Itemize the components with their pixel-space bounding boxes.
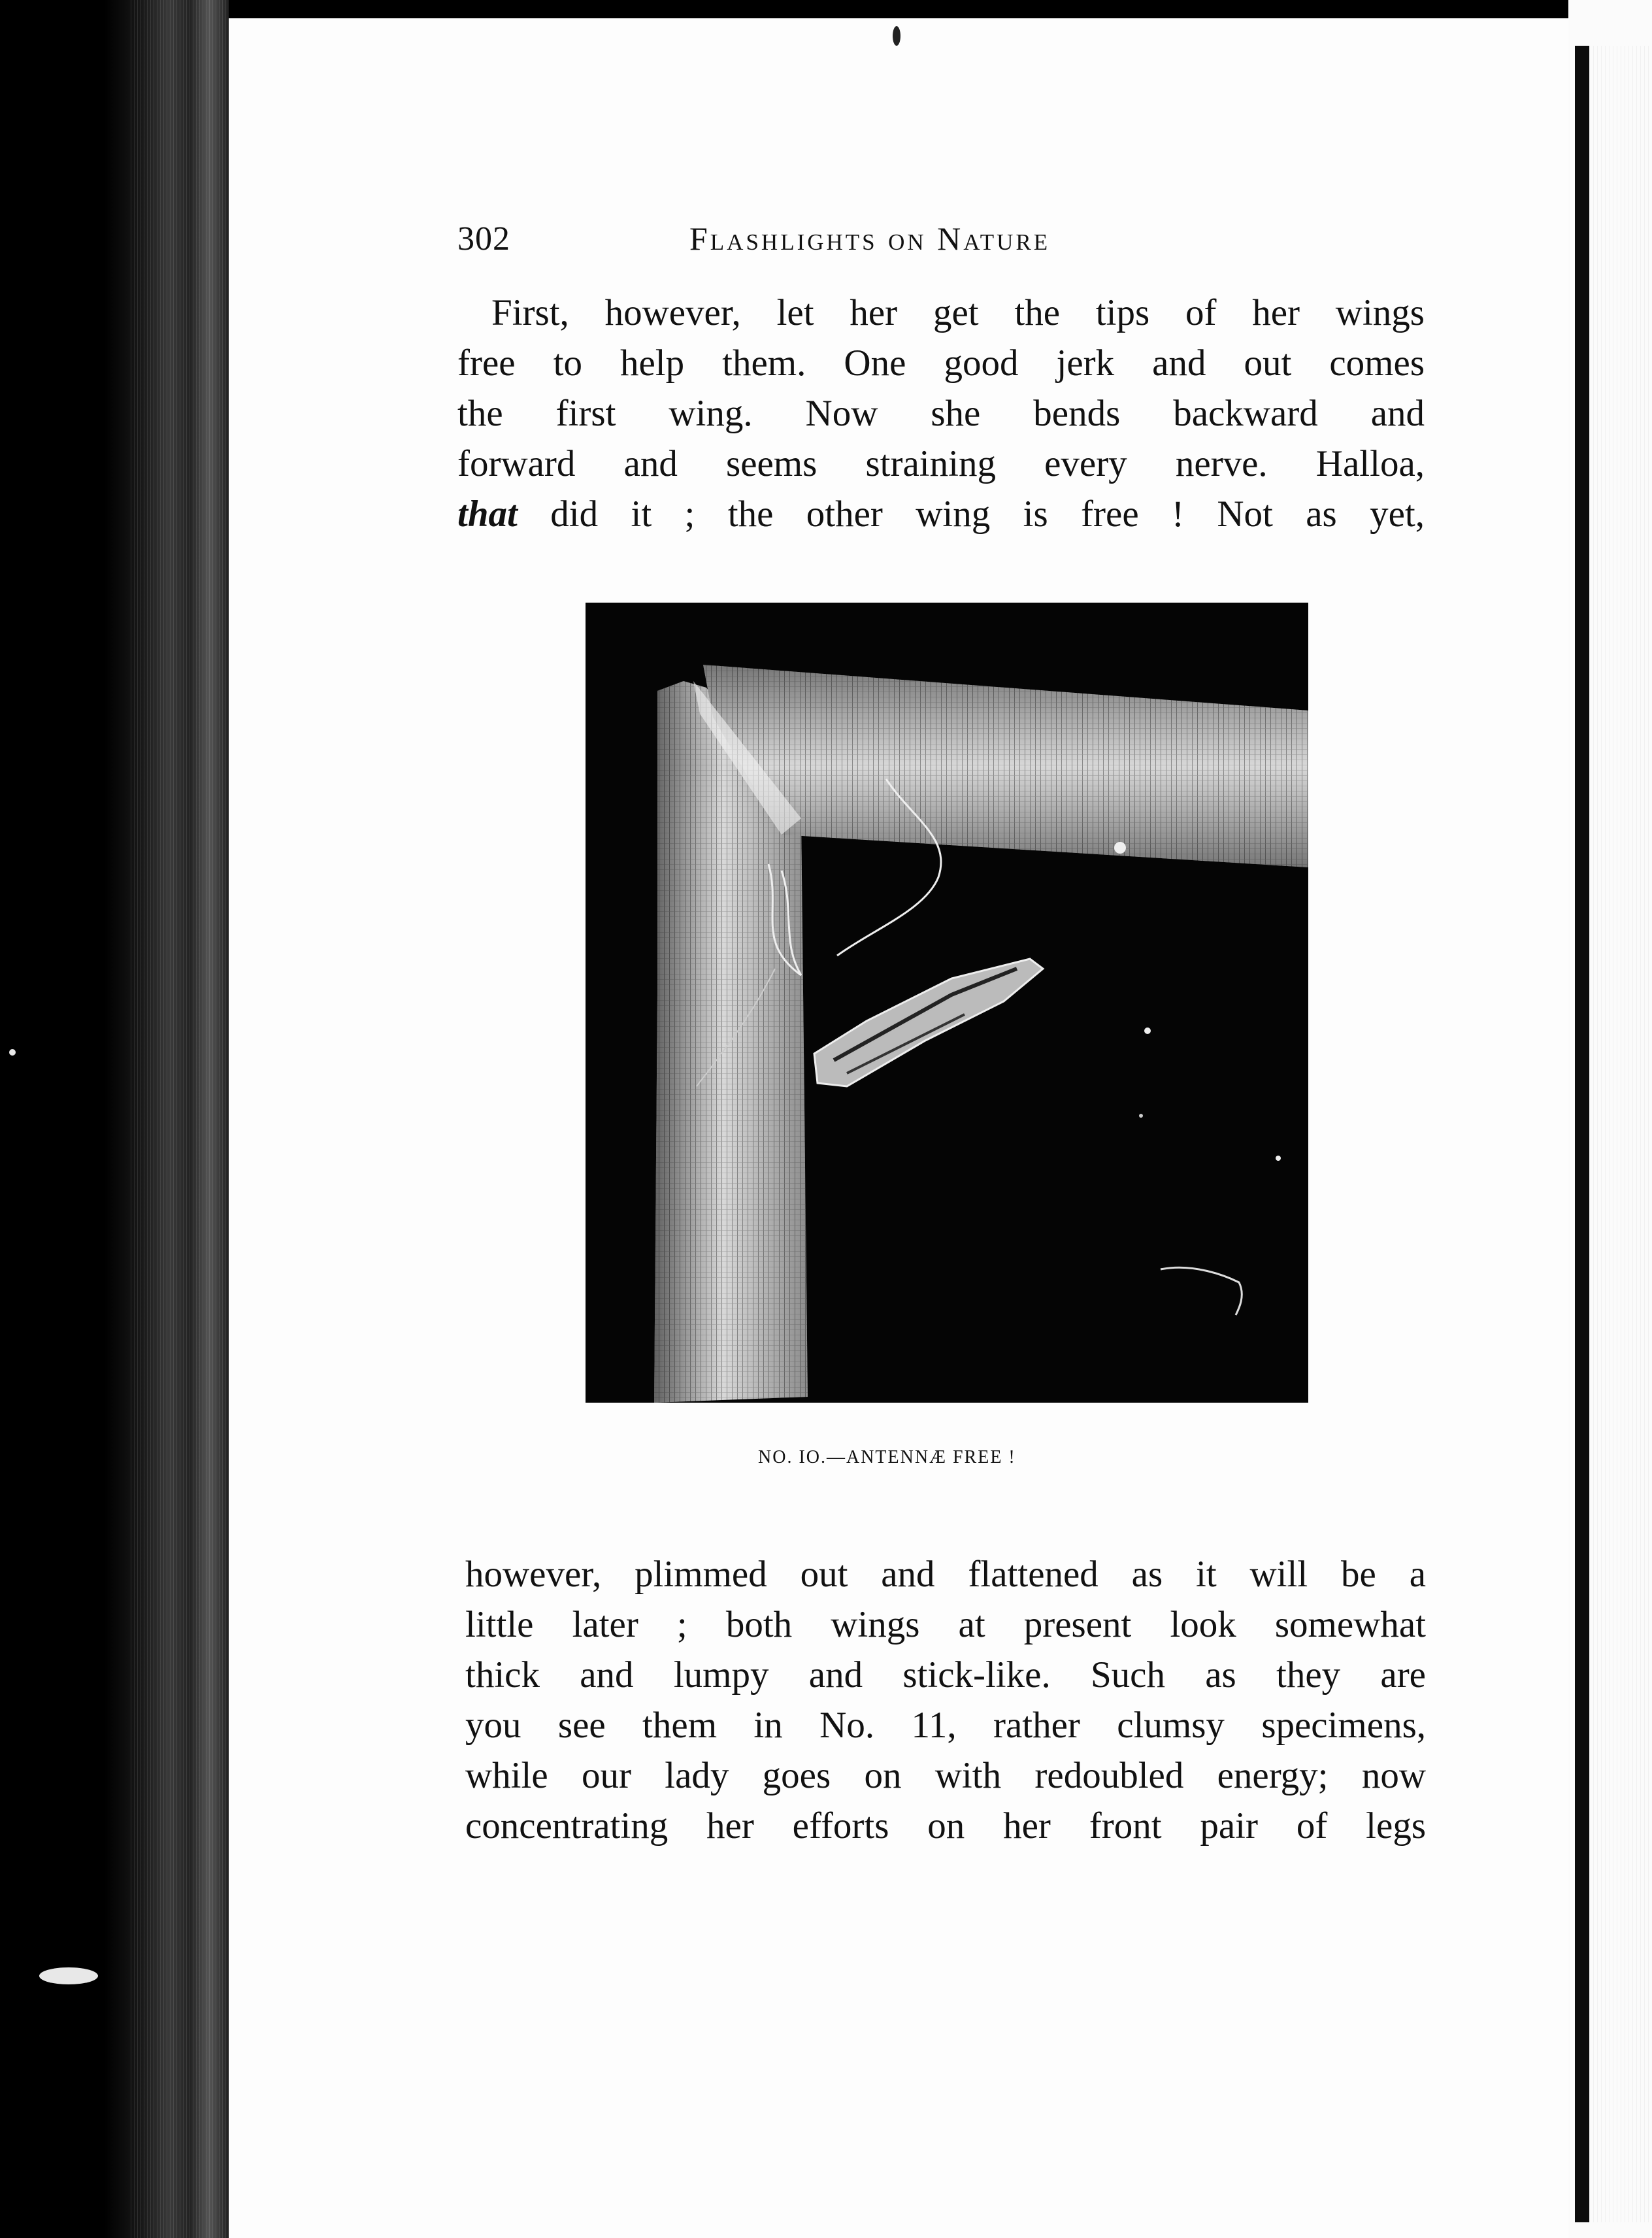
text-line: the first wing. Now she bends backward and	[457, 393, 1425, 434]
running-title: Flashlights on Nature	[689, 220, 1051, 257]
scan-speck	[893, 26, 900, 46]
photograph-plate	[586, 603, 1308, 1403]
facing-page-texture	[1589, 46, 1652, 2222]
scan-top-border	[229, 0, 1652, 18]
running-header	[457, 220, 1196, 267]
figure-caption: NO. IO.—ANTENNÆ FREE !	[758, 1447, 1016, 1467]
text-line: free to help them. One good jerk and out comes	[457, 342, 1425, 384]
text-line: thick and lumpy and stick-like. Such as they are	[465, 1654, 1426, 1695]
text-line	[457, 489, 1425, 539]
emphasis-word: that	[457, 493, 518, 535]
page-number: 302	[457, 220, 510, 258]
facing-page-shadow	[1575, 46, 1589, 2222]
text-line: First, however, let her get the tips of her wings	[491, 292, 1425, 333]
text-line: concentrating her efforts on her front pair of legs	[465, 1805, 1426, 1846]
text-line-rest: did it ; the other wing is free ! Not as yet,	[517, 493, 1425, 535]
body-text-bottom	[465, 1549, 1426, 1851]
text-line: little later ; both wings at present look somewhat	[465, 1604, 1426, 1645]
cicada-photograph	[586, 603, 1308, 1403]
scan-speck	[39, 1967, 98, 1984]
body-text-top	[457, 288, 1425, 539]
page-edges	[131, 0, 229, 2238]
text-line: however, plimmed out and flattened as it will be a	[465, 1554, 1426, 1595]
scan-speck	[9, 1049, 16, 1056]
text-line: while our lady goes on with redoubled energy; now	[465, 1755, 1426, 1796]
text-line: you see them in No. 11, rather clumsy specimens,	[465, 1705, 1426, 1746]
text-line: forward and seems straining every nerve. Halloa,	[457, 443, 1425, 484]
